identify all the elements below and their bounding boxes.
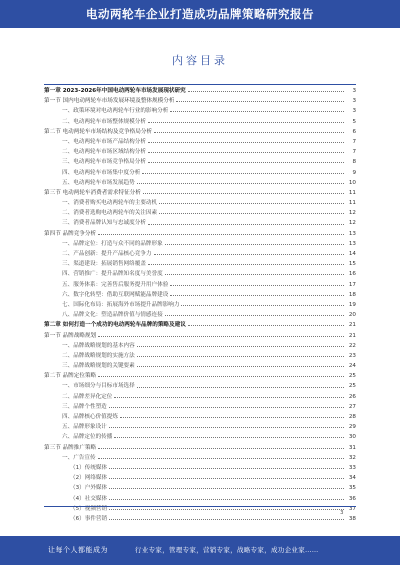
toc-leader-dots: [109, 406, 344, 408]
toc-subsection-entry[interactable]: [44, 300, 356, 310]
toc-entry-page: 30: [348, 434, 356, 441]
toc-subsection-entry[interactable]: [44, 341, 356, 351]
footer-tagline: 行业专家，管理专家，营销专家，战略专家，成功企业家……: [135, 546, 319, 554]
toc-entry-text: 三、品牌个性塑造: [62, 403, 107, 410]
toc-subsection-entry[interactable]: [44, 198, 356, 208]
toc-entry-page: 15: [348, 261, 356, 268]
toc-leader-dots: [176, 100, 344, 102]
toc-entry-text: 二、电动两轮车市场整体规模分析: [62, 118, 146, 125]
toc-entry-text: 一、品牌定位：打造与众不同的品牌形象: [62, 240, 163, 247]
toc-subsection-entry[interactable]: [44, 239, 356, 249]
toc-leader-dots: [98, 233, 344, 235]
toc-subsection-entry[interactable]: [44, 483, 356, 493]
toc-entry-page: 19: [348, 301, 356, 308]
toc-entry-text: （3）户外媒体: [70, 485, 108, 492]
toc-subsection-entry[interactable]: [44, 259, 356, 269]
toc-subsection-entry[interactable]: [44, 432, 356, 442]
toc-leader-dots: [148, 151, 344, 153]
toc-subsection-entry[interactable]: [44, 381, 356, 391]
toc-section-entry[interactable]: [44, 229, 356, 239]
toc-entry-page: 11: [348, 189, 356, 196]
toc-subsection-entry[interactable]: [44, 412, 356, 422]
toc-section-entry[interactable]: [44, 96, 356, 106]
toc-entry-text: 五、品牌形象设计: [62, 424, 107, 431]
toc-entry-text: 第一章 2023-2026年中国电动两轮车市场发展现状研究: [44, 88, 186, 94]
toc-entry-text: （1）传统媒体: [70, 464, 108, 471]
toc-entry-text: 三、电动两轮车市场竞争格局分析: [62, 159, 146, 166]
toc-section-entry[interactable]: [44, 443, 356, 453]
toc-entry-page: 20: [348, 312, 356, 319]
toc-entry-text: 四、电动两轮车市场集中度分析: [62, 169, 141, 176]
toc-bottom-divider: [44, 506, 356, 507]
toc-leader-dots: [188, 90, 344, 92]
toc-leader-dots: [159, 202, 344, 204]
toc-entry-page: 27: [348, 403, 356, 410]
toc-leader-dots: [148, 263, 344, 265]
toc-entry-text: 一、消费者购买电动两轮车的主要动机: [62, 200, 158, 207]
toc-entry-page: 23: [348, 352, 356, 359]
toc-entry-text: 第一节 品牌战略规划: [44, 332, 97, 339]
toc-entry-page: 37: [348, 505, 356, 512]
toc-entry-text: 八、品牌文化：塑造品牌价值与情感连接: [62, 312, 163, 319]
toc-subsection-entry[interactable]: [44, 249, 356, 259]
toc-leader-dots: [109, 467, 344, 469]
toc-leader-dots: [137, 355, 344, 357]
toc-entry-text: 一、品牌战略规划的基本内容: [62, 342, 135, 349]
toc-entry-page: 3: [352, 98, 356, 105]
toc-entry-page: 24: [348, 363, 356, 370]
toc-entry-text: 四、营销推广：提升品牌知名度与美誉度: [62, 271, 163, 278]
toc-leader-dots: [159, 212, 344, 214]
toc-leader-dots: [170, 294, 344, 296]
toc-section-entry[interactable]: [44, 371, 356, 381]
toc-leader-dots: [109, 498, 344, 500]
toc-entry-text: 七、国际化布局：拓展海外市场提升品牌影响力: [62, 301, 180, 308]
toc-leader-dots: [165, 314, 344, 316]
toc-entry-text: 第四节 品牌竞争分析: [44, 230, 97, 237]
toc-subsection-entry[interactable]: [44, 473, 356, 483]
toc-leader-dots: [148, 223, 344, 225]
toc-entry-page: 29: [348, 424, 356, 431]
toc-leader-dots: [137, 386, 344, 388]
toc-entry-page: 18: [348, 291, 356, 298]
toc-leader-dots: [148, 141, 344, 143]
toc-subsection-entry[interactable]: [44, 218, 356, 228]
toc-chapter-entry[interactable]: [44, 320, 356, 330]
toc-entry-text: 二、电动两轮车市场区域结构分析: [62, 149, 146, 156]
toc-entry-page: 3: [352, 88, 356, 94]
toc-entry-text: 一、广告宣传: [62, 454, 96, 461]
toc-entry-page: 14: [348, 251, 356, 257]
toc-subsection-entry[interactable]: [44, 361, 356, 371]
toc-entry-text: 第二节 品牌定位策略: [44, 373, 97, 380]
toc-entry-text: 三、渠道建设：拓展销售网络覆盖: [62, 261, 146, 268]
toc-leader-dots: [137, 345, 344, 347]
toc-entry-text: （2）网络媒体: [70, 475, 108, 482]
toc-subsection-entry[interactable]: [44, 269, 356, 279]
toc-entry-page: 31: [348, 444, 356, 451]
toc-entry-text: 二、产品创新：提升产品核心竞争力: [62, 251, 152, 257]
toc-entry-text: 第二章 如何打造一个成功的电动两轮车品牌的策略及建议: [44, 322, 186, 329]
toc-entry-text: 五、服务体系：完善售后服务提升用户体验: [62, 281, 169, 288]
toc-subsection-entry[interactable]: [44, 168, 356, 178]
toc-entry-text: 四、品牌核心价值提炼: [62, 414, 118, 420]
toc-leader-dots: [114, 436, 344, 438]
toc-entry-text: 第三节 品牌推广策略: [44, 444, 97, 451]
toc-leader-dots: [98, 457, 344, 459]
toc-entry-page: 12: [348, 210, 356, 217]
toc-top-divider: [44, 84, 356, 85]
toc-leader-dots: [109, 508, 344, 510]
toc-section-entry[interactable]: [44, 188, 356, 198]
toc-section-entry[interactable]: [44, 331, 356, 341]
toc-subsection-entry[interactable]: [44, 290, 356, 300]
toc-entry-text: （5）视频营销: [70, 505, 108, 512]
toc-heading: 内容目录: [172, 54, 228, 67]
toc-subsection-entry[interactable]: [44, 147, 356, 157]
toc-leader-dots: [188, 324, 344, 326]
toc-entry-text: 第二节 电动两轮车市场结构及竞争格局分析: [44, 128, 153, 135]
toc-subsection-entry[interactable]: [44, 280, 356, 290]
toc-entry-page: 33: [348, 464, 356, 471]
toc-entry-page: 9: [352, 169, 356, 176]
toc-leader-dots: [109, 426, 344, 428]
toc-leader-dots: [170, 110, 344, 112]
toc-entry-text: 二、品牌战略规划的实施方法: [62, 352, 135, 359]
toc-subsection-entry[interactable]: [44, 117, 356, 127]
report-title: 电动两轮车企业打造成功品牌策略研究报告: [86, 7, 314, 21]
toc-leader-dots: [148, 161, 344, 163]
toc-entry-text: 一、政策环境对电动两轮车行业的影响分析: [62, 108, 169, 115]
toc-entry-page: 21: [348, 332, 356, 339]
toc-entry-page: 16: [348, 271, 356, 278]
report-header: [0, 0, 400, 28]
toc-subsection-entry[interactable]: [44, 402, 356, 412]
toc-entry-text: 一、市场细分与目标市场选择: [62, 383, 135, 390]
toc-entry-page: 21: [348, 322, 356, 329]
toc-entry-page: 26: [348, 393, 356, 400]
toc-entry-page: 7: [352, 138, 356, 145]
toc-subsection-entry[interactable]: [44, 392, 356, 402]
toc-entry-page: 11: [348, 200, 356, 207]
toc-leader-dots: [165, 273, 344, 275]
toc-entry-page: 8: [352, 159, 356, 166]
toc-leader-dots: [137, 365, 344, 367]
toc-leader-dots: [142, 172, 344, 174]
toc-entry-page: 13: [348, 240, 356, 247]
toc-entry-page: 34: [348, 475, 356, 482]
toc-leader-dots: [98, 447, 344, 449]
toc-entry-page: 22: [348, 342, 356, 349]
toc-entry-page: 17: [348, 281, 356, 288]
toc-entry-page: 35: [348, 485, 356, 492]
report-footer: [0, 536, 400, 565]
toc-entry-text: 第三节 电动两轮车消费者需求特征分析: [44, 189, 141, 196]
toc-subsection-entry[interactable]: [44, 106, 356, 116]
toc-subsection-entry[interactable]: [44, 137, 356, 147]
toc-entry-page: 25: [348, 373, 356, 380]
toc-subsection-entry[interactable]: [44, 157, 356, 167]
toc-subsection-entry[interactable]: [44, 208, 356, 218]
toc-leader-dots: [181, 304, 344, 306]
toc-entry-page: 6: [352, 128, 356, 135]
toc-leader-dots: [137, 182, 344, 184]
toc-subsection-entry[interactable]: [44, 514, 356, 524]
toc-subsection-entry[interactable]: [44, 463, 356, 473]
toc-leader-dots: [109, 518, 344, 520]
toc-entry-text: 三、品牌战略规划的关键要素: [62, 363, 135, 370]
toc-leader-dots: [98, 335, 344, 337]
toc-leader-dots: [148, 121, 344, 123]
toc-entry-page: 10: [348, 179, 356, 186]
table-of-contents: [44, 86, 356, 524]
toc-entry-page: 5: [352, 118, 356, 125]
toc-entry-page: 38: [348, 515, 356, 522]
toc-subsection-entry[interactable]: [44, 453, 356, 463]
toc-entry-page: 28: [348, 414, 356, 420]
toc-entry-page: 13: [348, 230, 356, 237]
toc-leader-dots: [114, 396, 344, 398]
page-number: 3: [340, 510, 344, 516]
toc-leader-dots: [109, 477, 344, 479]
toc-subsection-entry[interactable]: [44, 310, 356, 320]
toc-subsection-entry[interactable]: [44, 422, 356, 432]
toc-entry-text: 五、电动两轮车市场发展趋势: [62, 179, 135, 186]
toc-entry-page: 25: [348, 383, 356, 390]
toc-subsection-entry[interactable]: [44, 494, 356, 504]
toc-section-entry[interactable]: [44, 127, 356, 137]
toc-entry-page: 7: [352, 149, 356, 156]
toc-entry-page: 12: [348, 220, 356, 227]
toc-entry-page: 36: [348, 495, 356, 502]
toc-subsection-entry[interactable]: [44, 178, 356, 188]
toc-leader-dots: [120, 416, 344, 418]
toc-entry-page: 32: [348, 454, 356, 461]
toc-leader-dots: [165, 243, 344, 245]
toc-entry-text: （6）事件营销: [70, 515, 108, 522]
toc-leader-dots: [143, 192, 344, 194]
toc-subsection-entry[interactable]: [44, 351, 356, 361]
toc-chapter-entry[interactable]: [44, 86, 356, 96]
toc-leader-dots: [109, 487, 344, 489]
footer-slogan: 让每个人都能成为: [48, 546, 108, 554]
toc-entry-text: 二、消费者选购电动两轮车的关注因素: [62, 210, 158, 217]
toc-leader-dots: [98, 375, 344, 377]
toc-leader-dots: [170, 284, 344, 286]
toc-entry-text: 二、品牌差异化定位: [62, 393, 113, 400]
toc-entry-text: 六、品牌定位的传播: [62, 434, 113, 441]
toc-leader-dots: [154, 253, 344, 255]
toc-entry-text: 第一节 国内电动两轮车市场发展环境及整体规模分析: [44, 98, 175, 105]
toc-entry-text: 三、消费者品牌认知与忠诚度分析: [62, 220, 146, 227]
toc-entry-text: 一、电动两轮车市场产品结构分析: [62, 138, 146, 145]
toc-entry-page: 3: [352, 108, 356, 115]
toc-entry-text: （4）社交媒体: [70, 495, 108, 502]
toc-entry-text: 六、数字化转型：借助互联网赋能品牌建设: [62, 291, 169, 298]
toc-leader-dots: [154, 131, 344, 133]
